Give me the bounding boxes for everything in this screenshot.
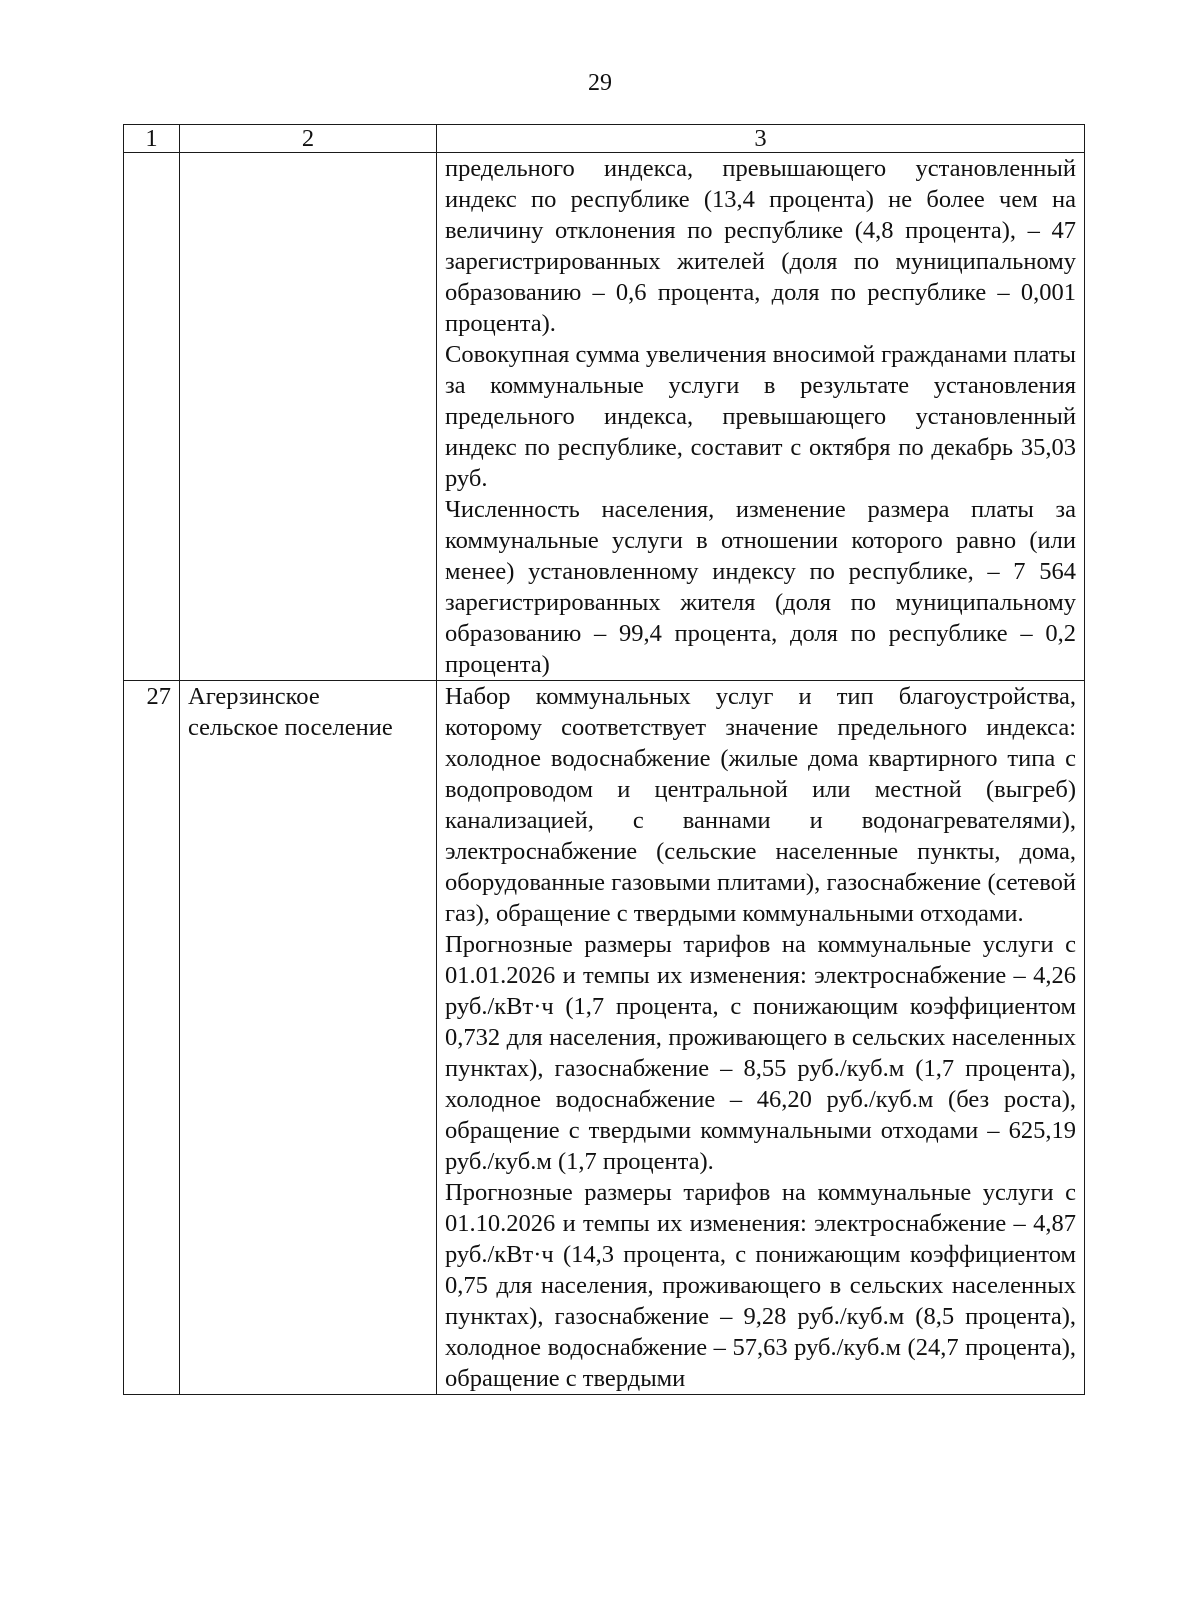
paragraph: Численность населения, изменение размера платы за коммунальные услуги в отношении которого равно (или менее) установленному индексу по республике, – 7 564 зарегистрированных жителя (доля по муниципальному образованию – 99,4 процента, доля по республике – 0,2 процента) bbox=[445, 496, 1076, 678]
row-number-cell bbox=[124, 153, 180, 681]
column-header-2: 2 bbox=[180, 125, 437, 153]
municipality-name-line: сельское поселение bbox=[188, 714, 393, 741]
description-cell bbox=[437, 681, 1085, 1395]
municipality-name-line: Агерзинское bbox=[188, 683, 320, 710]
paragraph: Прогнозные размеры тарифов на коммунальные услуги с 01.01.2026 и темпы их изменения: электроснабжение – 4,26 руб./кВт·ч (1,7 процента, с понижающим коэффициентом 0,732 для населения, проживающего в сельских населенных пунктах), газоснабжение – 8,55 руб./куб.м (1,7 процента), холодное водоснабжение – 46,20 руб./куб.м (без роста), обращение с твердыми коммунальными отходами – 625,19 руб./куб.м (1,7 процента). bbox=[445, 931, 1076, 1175]
paragraph: Набор коммунальных услуг и тип благоустройства, которому соответствует значение предельного индекса: холодное водоснабжение (жилые дома квартирного типа с водопроводом и центральной или местной (выгреб) канализацией, с ваннами и водонагревателями), электроснабжение (сельские населенные пункты, дома, оборудованные газовыми плитами), газоснабжение (сетевой газ), обращение с твердыми коммунальными отходами. bbox=[445, 683, 1076, 927]
paragraph: Прогнозные размеры тарифов на коммунальные услуги с 01.10.2026 и темпы их изменения: электроснабжение – 4,87 руб./кВт·ч (14,3 процента, с понижающим коэффициентом 0,75 для населения, проживающего в сельских населенных пунктах), газоснабжение – 9,28 руб./куб.м (8,5 процента), холодное водоснабжение – 57,63 руб./куб.м (24,7 процента), обращение с твердыми bbox=[445, 1179, 1076, 1392]
table-header-row bbox=[124, 125, 1085, 153]
row-number-cell: 27 bbox=[124, 681, 180, 1395]
municipality-name-cell bbox=[180, 681, 437, 1395]
tariff-table bbox=[123, 124, 1085, 1395]
table-row bbox=[124, 681, 1085, 1395]
page-number: 29 bbox=[588, 70, 612, 96]
description-cell bbox=[437, 153, 1085, 681]
paragraph: предельного индекса, превышающего установленный индекс по республике (13,4 процента) не более чем на величину отклонения по республике (4,8 процента), – 47 зарегистрированных жителей (доля по муниципальному образованию – 0,6 процента, доля по республике – 0,001 процента). bbox=[445, 155, 1076, 337]
column-header-3: 3 bbox=[437, 125, 1085, 153]
paragraph: Совокупная сумма увеличения вносимой гражданами платы за коммунальные услуги в результате установления предельного индекса, превышающего установленный индекс по республике, составит с октября по декабрь 35,03 руб. bbox=[445, 341, 1076, 492]
municipality-name-cell bbox=[180, 153, 437, 681]
column-header-1: 1 bbox=[124, 125, 180, 153]
table-row bbox=[124, 153, 1085, 681]
